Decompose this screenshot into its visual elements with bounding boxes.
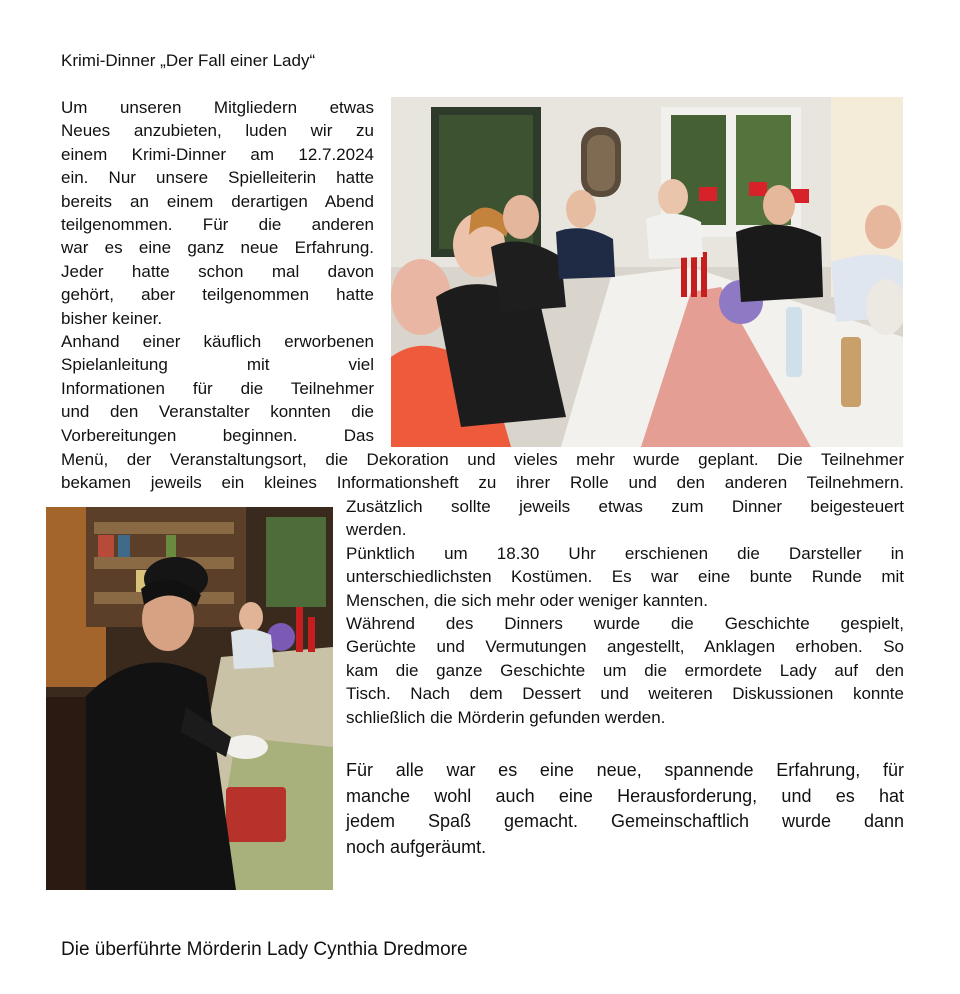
text-line: Menü, der Veranstaltungsort, die Dekoration und vieles mehr wurde geplant. Die Teilnehmer xyxy=(61,450,904,469)
intro-paragraph xyxy=(61,96,374,447)
evening-paragraph xyxy=(346,495,904,729)
text-line: Neues anzubieten, luden wir zu xyxy=(61,121,374,141)
text-line: ein. Nur unsere Spielleiterin hatte xyxy=(61,168,374,188)
dinner-group-photo xyxy=(391,97,903,447)
text-line: Jeder hatte schon mal davon xyxy=(61,261,374,281)
text-line: manche wohl auch eine Herausforderung, und es hat xyxy=(346,785,904,806)
dinner-group-illustration xyxy=(391,97,903,447)
text-line: teilgenommen. Für die anderen xyxy=(61,215,374,235)
text-line: Für alle war es eine neue, spannende Erfahrung, für xyxy=(346,760,904,780)
text-line: Zusätzlich sollte jeweils etwas zum Dinner beigesteuert xyxy=(346,497,904,516)
article-title: Krimi-Dinner „Der Fall einer Lady“ xyxy=(61,51,316,70)
text-line: noch aufgeräumt. xyxy=(346,836,487,857)
text-line: Gerüchte und Vermutungen angestellt, Anklagen erhoben. So xyxy=(346,637,904,657)
text-line: Tisch. Nach dem Dessert und weiteren Diskussionen konnte xyxy=(346,684,904,704)
text-line: bekamen jeweils ein kleines Informationsheft zu ihrer Rolle und den anderen Teilnehmern. xyxy=(61,473,904,493)
text-line: Spielanleitung mit viel xyxy=(61,355,374,375)
closing-paragraph xyxy=(346,758,904,860)
text-line: war es eine ganz neue Erfahrung. xyxy=(61,238,374,258)
text-line: Um unseren Mitgliedern etwas xyxy=(61,98,374,117)
text-line: Informationen für die Teilnehmer xyxy=(61,378,374,398)
text-line: Anhand einer käuflich erworbenen xyxy=(61,332,374,352)
text-line: Pünktlich um 18.30 Uhr erschienen die Darsteller in xyxy=(346,543,904,563)
text-line: einem Krimi-Dinner am 12.7.2024 xyxy=(61,144,374,164)
text-line: werden. xyxy=(346,520,407,540)
continuation-paragraph xyxy=(61,448,904,495)
murderer-portrait-photo xyxy=(46,507,333,890)
text-line: bereits an einem derartigen Abend xyxy=(61,191,374,211)
text-line: bisher keiner. xyxy=(61,308,163,328)
photo-caption: Die überführte Mörderin Lady Cynthia Dredmore xyxy=(61,939,468,960)
text-line: Vorbereitungen beginnen. Das xyxy=(61,425,374,445)
text-line: Menschen, die sich mehr oder weniger kannten. xyxy=(346,590,708,610)
text-line: unterschiedlichsten Kostümen. Es war eine bunte Runde mit xyxy=(346,567,904,587)
text-line: kam die ganze Geschichte um die ermordete Lady auf den xyxy=(346,660,904,680)
text-line: und den Veranstalter konnten die xyxy=(61,402,374,422)
text-line: jedem Spaß gemacht. Gemeinschaftlich wurde dann xyxy=(346,811,904,831)
text-line: Während des Dinners wurde die Geschichte gespielt, xyxy=(346,614,904,634)
murderer-portrait-illustration xyxy=(46,507,333,890)
text-line: gehört, aber teilgenommen hatte xyxy=(61,285,374,305)
text-line: schließlich die Mörderin gefunden werden. xyxy=(346,707,666,727)
